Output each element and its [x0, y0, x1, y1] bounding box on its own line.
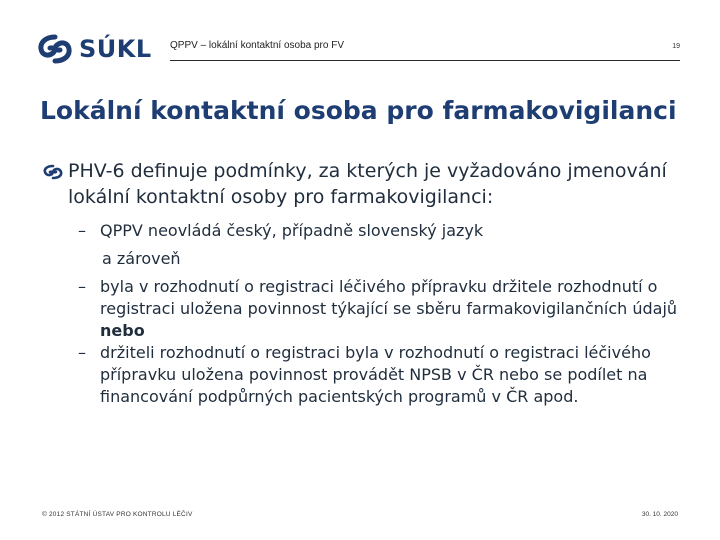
dash-marker: – [78, 277, 86, 296]
sukl-swirl-icon [37, 34, 73, 64]
sub-item-1-text: QPPV neovládá český, případně slovenský jazyk [100, 221, 484, 240]
dash-marker: – [78, 343, 86, 362]
sub-item-3 [78, 342, 678, 408]
slide-title: Lokální kontaktní osoba pro farmakovigilanci [40, 96, 677, 125]
sub-list [78, 220, 678, 408]
sub-item-3-text: držiteli rozhodnutí o registraci byla v rozhodnutí o registraci léčivého přípravku uložena povinnost provádět NPSB v ČR nebo se podílet na financování podpůrných pacientských programů v ČR apod. [100, 343, 651, 406]
sub-item-2-bold: nebo [100, 321, 145, 340]
header-title: QPPV – lokální kontaktní osoba pro FV [170, 40, 344, 51]
main-bullet-text: PHV-6 definuje podmínky, za kterých je vyžadováno jmenování lokální kontaktní osoby pro farmakovigilanci: [68, 160, 667, 208]
logo-text: SÚKL [79, 35, 152, 63]
page-number: 19 [672, 43, 680, 50]
sukl-logo [37, 34, 152, 64]
dash-marker: – [78, 221, 86, 240]
sub-item-2 [78, 276, 678, 342]
header-divider [170, 60, 680, 61]
sub-item-2-text: byla v rozhodnutí o registraci léčivého přípravku držitele rozhodnutí o registraci uložena povinnost týkající se sběru farmakovigilančních údajů [100, 277, 678, 318]
main-bullet [42, 158, 682, 210]
sukl-swirl-icon [42, 164, 64, 180]
sub-item-1 [78, 220, 678, 242]
conjunction: a zároveň [102, 249, 181, 268]
footer-copyright: © 2012 STÁTNÍ ÚSTAV PRO KONTROLU LÉČIV [42, 511, 193, 518]
footer-date: 30. 10. 2020 [641, 511, 678, 518]
